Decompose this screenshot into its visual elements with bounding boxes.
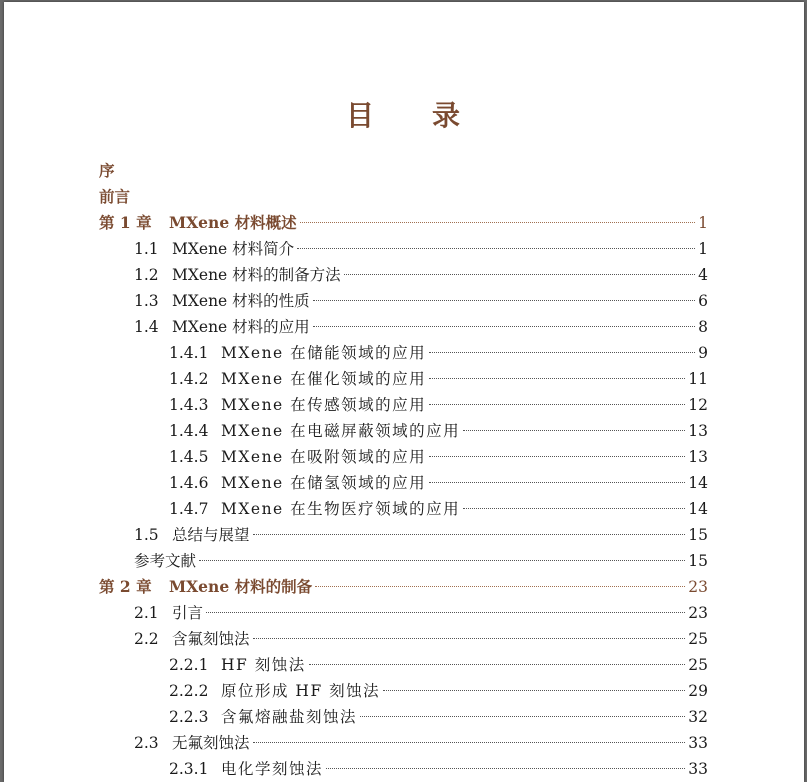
dot-leader	[253, 638, 686, 639]
toc-entry-number: 2.3.1	[169, 760, 209, 778]
dot-leader	[344, 274, 695, 275]
toc-entry-text: 参考文献	[134, 552, 197, 570]
document-page	[4, 2, 804, 782]
toc-entry[interactable]	[169, 472, 708, 494]
toc-entry-text: MXene 在生物医疗领域的应用	[221, 500, 461, 518]
dot-leader	[326, 768, 685, 769]
toc-entry-number: 1.3	[134, 292, 159, 310]
dot-leader	[315, 586, 685, 587]
toc-entry-text: MXene 在吸附领域的应用	[221, 448, 427, 466]
toc-entry[interactable]	[169, 368, 708, 390]
toc-entry-text: MXene 在传感领域的应用	[221, 396, 427, 414]
toc-entry-number: 2.1	[134, 604, 159, 622]
dot-leader	[360, 716, 685, 717]
toc-page-number: 1	[698, 214, 708, 232]
toc-front-entry[interactable]	[99, 186, 708, 208]
toc-entry-number: 1.5	[134, 526, 159, 544]
dot-leader	[463, 430, 685, 431]
toc-entry-text: 无氟刻蚀法	[172, 734, 250, 752]
toc-entry[interactable]	[134, 550, 708, 572]
toc-entry-number: 1.4.2	[169, 370, 209, 388]
dot-leader	[383, 690, 685, 691]
toc-entry[interactable]	[169, 680, 708, 702]
toc-front-entry[interactable]	[99, 160, 708, 182]
toc-page-number: 1	[698, 240, 708, 258]
toc-entry-text: HF 刻蚀法	[221, 656, 306, 674]
toc-entry[interactable]	[134, 732, 708, 754]
toc-entry-number: 1.1	[134, 240, 159, 258]
toc-entry-text: MXene 材料概述	[169, 213, 297, 232]
toc-page-number: 33	[688, 760, 708, 778]
toc-entry-text: MXene 材料的应用	[172, 318, 310, 336]
toc-page-number: 15	[688, 526, 708, 544]
toc-entry-text: 总结与展望	[172, 526, 250, 544]
toc-entry[interactable]	[169, 342, 708, 364]
toc-entry[interactable]	[169, 654, 708, 676]
toc-page-number: 23	[688, 578, 708, 596]
toc-page-number: 12	[688, 396, 708, 414]
toc-entry[interactable]	[169, 758, 708, 780]
toc-entry-text: 含氟刻蚀法	[172, 630, 250, 648]
dot-leader	[429, 456, 685, 457]
dot-leader	[206, 612, 685, 613]
toc-chapter-entry[interactable]	[99, 212, 708, 234]
toc-entry[interactable]	[169, 498, 708, 520]
toc-entry-number: 1.4	[134, 318, 159, 336]
toc-entry-text: 前言	[99, 187, 131, 206]
toc-entry-number: 2.2.3	[169, 708, 209, 726]
toc-page-number: 25	[688, 656, 708, 674]
toc-entry-number: 1.4.5	[169, 448, 209, 466]
toc-page-number: 14	[688, 500, 708, 518]
toc-entry-text: 含氟熔融盐刻蚀法	[221, 708, 358, 726]
toc-entry-number: 1.4.7	[169, 500, 209, 518]
toc-chapter-entry[interactable]	[99, 576, 708, 598]
toc-entry-text: MXene 在电磁屏蔽领域的应用	[221, 422, 461, 440]
dot-leader	[253, 534, 686, 535]
toc-page-number: 25	[688, 630, 708, 648]
toc-entry[interactable]	[169, 706, 708, 728]
toc-entry-number: 1.2	[134, 266, 159, 284]
toc-entry-number: 1.4.4	[169, 422, 209, 440]
toc-page-number: 8	[698, 318, 708, 336]
dot-leader	[429, 378, 685, 379]
toc-entry-number: 2.2	[134, 630, 159, 648]
toc-entry-number: 2.2.2	[169, 682, 209, 700]
page-title	[4, 94, 804, 134]
dot-leader	[297, 248, 695, 249]
toc-entry-text: 引言	[172, 604, 204, 622]
toc-page-number: 33	[688, 734, 708, 752]
toc-page-number: 14	[688, 474, 708, 492]
toc-entry-number: 第 2 章	[99, 577, 152, 596]
toc-entry-text: MXene 材料的性质	[172, 292, 310, 310]
toc-page-number: 15	[688, 552, 708, 570]
toc-page-number: 11	[688, 370, 708, 388]
toc-page-number: 29	[688, 682, 708, 700]
toc-entry[interactable]	[134, 264, 708, 286]
toc-entry[interactable]	[169, 420, 708, 442]
dot-leader	[429, 482, 685, 483]
toc-entry-text: MXene 材料简介	[172, 240, 295, 258]
dot-leader	[313, 326, 695, 327]
toc-page-number: 32	[688, 708, 708, 726]
dot-leader	[463, 508, 685, 509]
toc-page-number: 6	[698, 292, 708, 310]
toc-entry-number: 1.4.3	[169, 396, 209, 414]
toc-entry-text: 原位形成 HF 刻蚀法	[221, 682, 381, 700]
toc-entry-text: MXene 在催化领域的应用	[221, 370, 427, 388]
dot-leader	[313, 300, 695, 301]
title-right-char: 录	[432, 99, 463, 132]
dot-leader	[309, 664, 686, 665]
toc-entry-text: 序	[99, 161, 115, 180]
toc-entry[interactable]	[169, 394, 708, 416]
toc-entry[interactable]	[134, 602, 708, 624]
toc-entry[interactable]	[134, 316, 708, 338]
toc-entry[interactable]	[134, 524, 708, 546]
toc-page-number: 13	[688, 422, 708, 440]
dot-leader	[300, 222, 696, 223]
dot-leader	[199, 560, 685, 561]
toc-entry-text: MXene 在储氢领域的应用	[221, 474, 427, 492]
toc-entry[interactable]	[134, 290, 708, 312]
dot-leader	[429, 404, 685, 405]
toc-entry[interactable]	[134, 628, 708, 650]
toc-entry[interactable]	[134, 238, 708, 260]
toc-entry-text: MXene 材料的制备方法	[172, 266, 341, 284]
toc-entry-number: 2.3	[134, 734, 159, 752]
toc-page-number: 4	[698, 266, 708, 284]
title-left-char: 目	[345, 99, 376, 132]
toc-entry[interactable]	[169, 446, 708, 468]
toc-entry-number: 2.2.1	[169, 656, 209, 674]
dot-leader	[429, 352, 695, 353]
dot-leader	[253, 742, 686, 743]
toc-entry-number: 1.4.6	[169, 474, 209, 492]
toc-page-number: 23	[688, 604, 708, 622]
toc-entry-number: 1.4.1	[169, 344, 209, 362]
toc-page-number: 9	[698, 344, 708, 362]
toc-entry-text: MXene 材料的制备	[169, 577, 313, 596]
toc-entry-number: 第 1 章	[99, 213, 152, 232]
toc-entry-text: 电化学刻蚀法	[221, 760, 324, 778]
toc-entry-text: MXene 在储能领域的应用	[221, 344, 427, 362]
toc-page-number: 13	[688, 448, 708, 466]
